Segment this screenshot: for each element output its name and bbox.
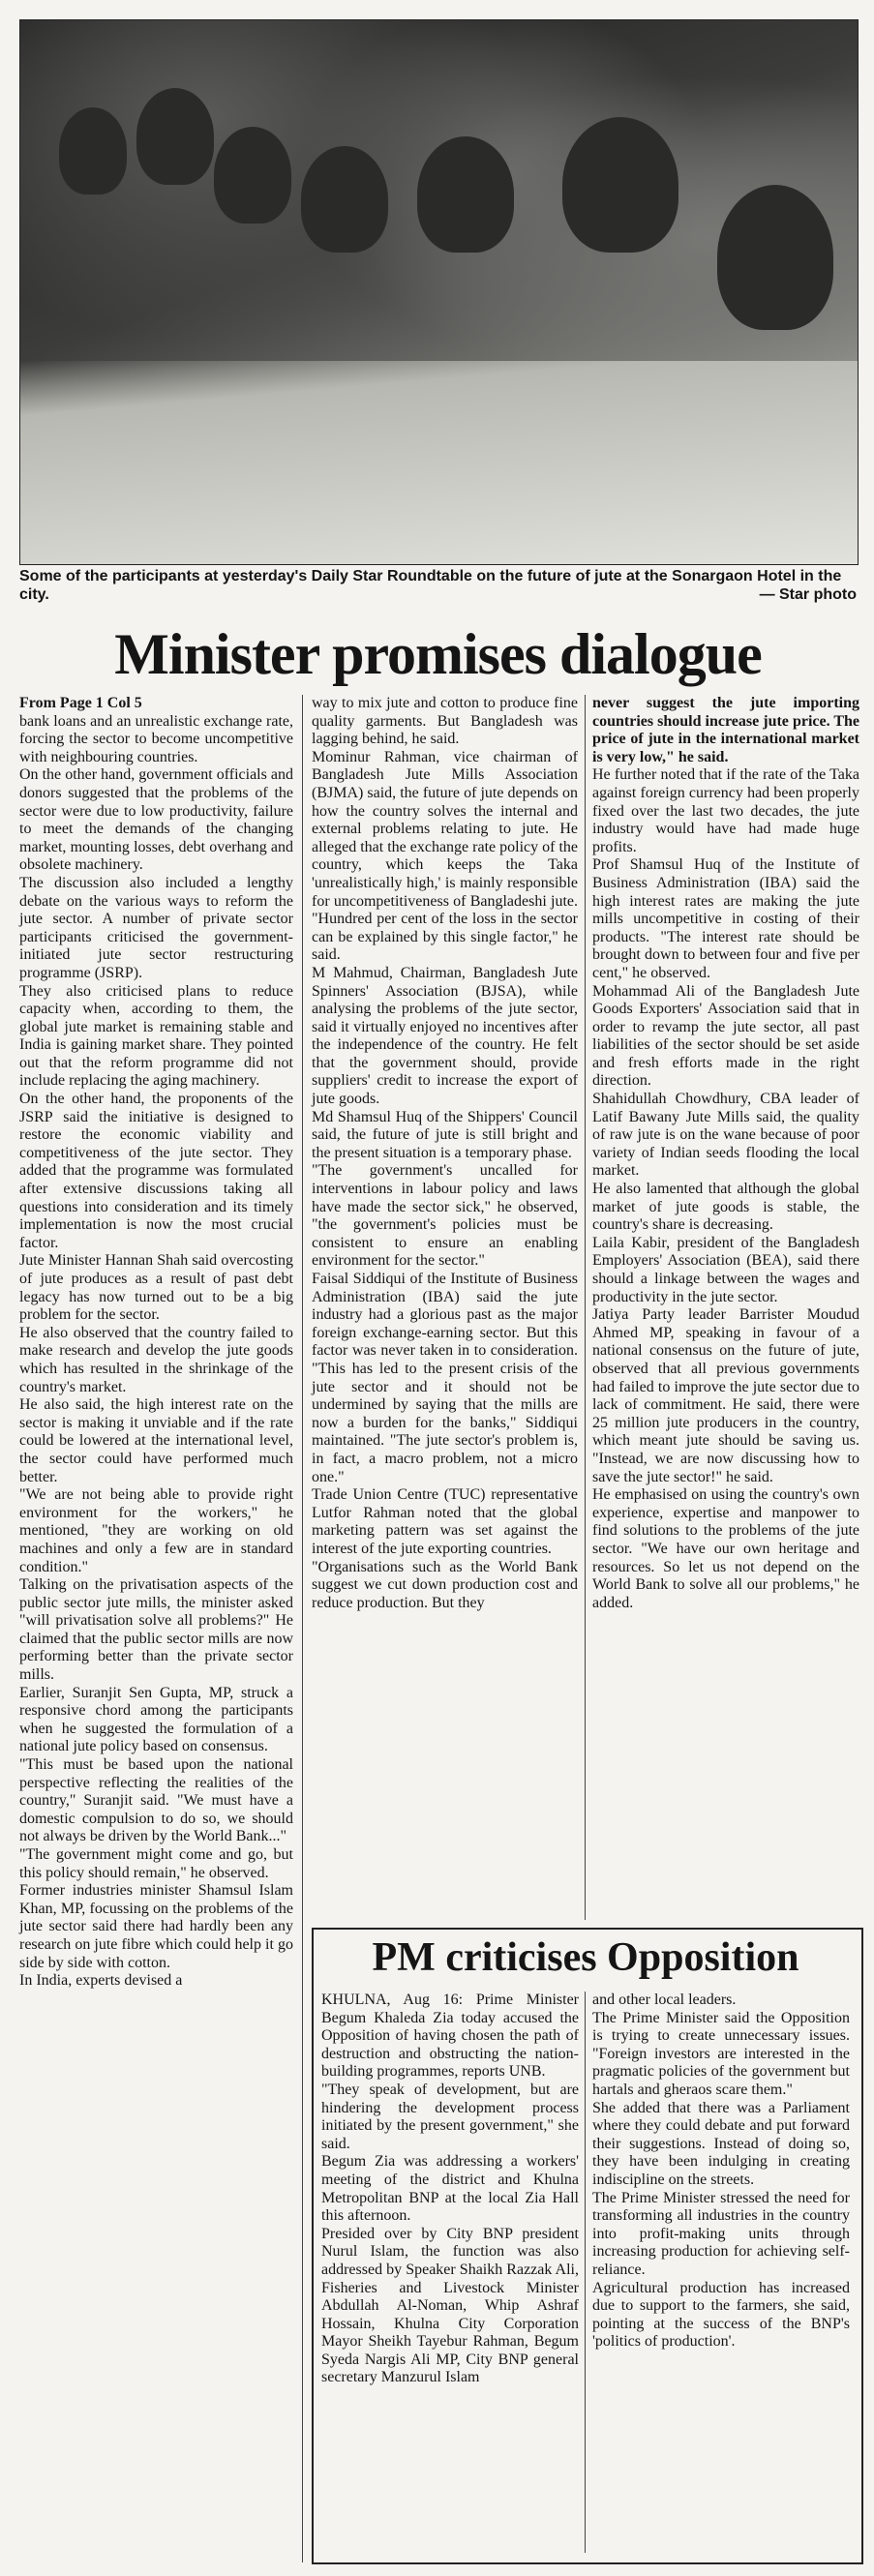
main-headline: Minister promises dialogue: [114, 622, 762, 686]
paragraph: Presided over by City BNP president Nurul Islam, the function was also addressed by Speaker Shaikh Razzak Ali, Fisheries and Livestock Minister Abdullah Al-Noman, Whip Ashraf Hossain, Khulna City Corporation Mayor Sheikh Tayebur Rahman, Begum Syeda Nargis Ali MP, City BNP general secretary Manzurul Islam: [321, 2225, 579, 2386]
jump-line: From Page 1 Col 5: [19, 695, 142, 711]
paragraph: He further noted that if the rate of the Taka against foreign currency had been properly fixed over the last two decades, the jute industry would have had made huge profits.: [592, 766, 859, 855]
paragraph: Jute Minister Hannan Shah said overcosting of jute produces as a result of past debt legacy has now turned out to be a big problem for the sector.: [19, 1252, 293, 1324]
paragraph: Shahidullah Chowdhury, CBA leader of Latif Bawany Jute Mills said, the quality of raw jute is on the wane because of poor variety of Indian seeds flooding the local market.: [592, 1091, 859, 1180]
story1-column-2: [312, 695, 578, 1612]
photo-caption: [19, 567, 857, 604]
column-divider: [302, 695, 303, 2562]
paragraph: bank loans and an unrealistic exchange rate, forcing the sector to become uncompetitive with neighbouring countries.: [19, 712, 293, 765]
paragraph: He also observed that the country failed to make research and develop the jute goods which has resulted in the shrinkage of the country's market.: [19, 1324, 293, 1395]
paragraph: and other local leaders.: [592, 1992, 737, 2008]
paragraph: He emphasised on using the country's own experience, expertise and manpower to find solutions to the problems of the jute sector. "We have our own heritage and resources. So let us not depend on the World Bank to solve all our problems," he added.: [592, 1486, 859, 1611]
paragraph: He also said, the high interest rate on the sector is making it unviable and if the rate could be lowered at the international level, the sector could have performed much better.: [19, 1396, 293, 1485]
story2-column-2: [592, 1992, 850, 2351]
paragraph: M Mahmud, Chairman, Bangladesh Jute Spinners' Association (BJSA), while analysing the problems of the jute sector, said it virtually enjoyed no incentives after the independence of the country. He felt that the government should, provide suppliers' credit to increase the export of jute goods.: [312, 964, 578, 1108]
column-divider: [585, 695, 586, 1920]
paragraph: Agricultural production has increased due to support to the farmers, she said, pointing at the success of the BNP's 'politics of production'.: [592, 2279, 850, 2351]
paragraph: Laila Kabir, president of the Bangladesh Employers' Association (BEA), said there should a linkage between the wages and productivity in the jute sector.: [592, 1234, 859, 1305]
paragraph: way to mix jute and cotton to produce fine quality garments. But Bangladesh was lagging behind, he said.: [312, 695, 578, 748]
caption-text: Some of the participants at yesterday's Daily Star Roundtable on the future of jute at the Sonargaon Hotel in the city.: [19, 568, 842, 603]
paragraph: He also lamented that although the global market of jute goods is stable, the country's share is decreasing.: [592, 1181, 859, 1234]
roundtable-photo: [19, 19, 859, 565]
paragraph: The discussion also included a lengthy debate on the various ways to reform the jute sector. A number of private sector participants criticised the government-initiated jute sector restructuring programme (JSRP).: [19, 874, 293, 981]
paragraph: KHULNA, Aug 16: Prime Minister Begum Khaleda Zia today accused the Opposition of having chosen the path of destruction and obstructing the nation-building programmes, reports UNB.: [321, 1992, 579, 2081]
paragraph: In India, experts devised a: [19, 1972, 183, 1990]
paragraph: Begum Zia was addressing a workers' meeting of the district and Khulna Metropolitan BNP at the local Zia Hall this afternoon.: [321, 2153, 579, 2225]
participant-figure: [136, 88, 214, 185]
photo-credit: — Star photo: [759, 586, 857, 603]
paragraph: Prof Shamsul Huq of the Institute of Business Administration (IBA) said the high interest rates are making the jute mills uncompetitive in costing of their products. "The interest rate should be brought down to between four and five per cent," he observed.: [592, 856, 859, 981]
paragraph: On the other hand, government officials and donors suggested that the problems of the sector were due to low productivity, failure to meet the demands of the changing market, mounting losses, debt overhang and obsolete machinery.: [19, 766, 293, 874]
paragraph: Talking on the privatisation aspects of the public sector jute mills, the minister asked "will privatisation solve all problems?" He claimed that the public sector mills are now performing better than the private sector mills.: [19, 1576, 293, 1684]
participant-figure: [214, 127, 291, 224]
paragraph: Jatiya Party leader Barrister Moudud Ahmed MP, speaking in favour of a national consensus on the future of jute, observed that all previous governments had failed to improve the jute sector due to lack of commitment. He said, there were 25 million jute producers in the country, which meant jute should be saving us. "Instead, we are now discussing how to save the jute sector!" he said.: [592, 1306, 859, 1485]
paragraph: Trade Union Centre (TUC) representative Lutfor Rahman noted that the global marketing pattern was set against the interest of the jute exporting countries.: [312, 1486, 578, 1557]
participant-figure: [717, 185, 833, 330]
paragraph: Earlier, Suranjit Sen Gupta, MP, struck a responsive chord among the participants when he suggested the formulation of a national jute policy based on consensus.: [19, 1684, 293, 1755]
paragraph: "We are not being able to provide right environment for the workers," he mentioned, "they are working on old machines and only a few are in standard condition.": [19, 1486, 293, 1575]
paragraph: "Organisations such as the World Bank suggest we cut down production cost and reduce production. But they: [312, 1558, 578, 1611]
paragraph: Mohammad Ali of the Bangladesh Jute Goods Exporters' Association said that in order to revamp the jute sector, all past liabilities of the sector should be set aside and fresh efforts made in the right direction.: [592, 982, 859, 1090]
paragraph: Mominur Rahman, vice chairman of Bangladesh Jute Mills Association (BJMA) said, the future of jute depends on how the country solves the internal and external problems relating to jute. He alleged that the exchange rate policy of the country, which keeps the Taka 'unrealistically high,' is mainly responsible for uncompetitiveness of Bangladeshi jute. "Hundred per cent of the loss in the sector can be explained by this single factor," he said.: [312, 748, 578, 964]
story2-column-1: [321, 1992, 579, 2387]
paragraph: Faisal Siddiqui of the Institute of Business Administration (IBA) said the jute industry had a glorious past as the major foreign exchange-earning sector. But this factor was never taken in to consideration. "This has led to the present crisis of the jute sector and it should not be undermined by saying that the mills are now a burden for the banks," Siddiqui maintained. "The jute sector's problem is, in fact, a macro problem, not a micro one.": [312, 1271, 578, 1485]
table-surface: [20, 361, 858, 564]
column-divider: [585, 1992, 586, 2553]
paragraph: The Prime Minister stressed the need for transforming all industries in the country into profit-making units through increasing production for achieving self-reliance.: [592, 2189, 850, 2278]
story1-column-1: [19, 695, 293, 1991]
paragraph: Md Shamsul Huq of the Shippers' Council said, the future of jute is still bright and the present situation is a temporary phase.: [312, 1108, 578, 1161]
paragraph: On the other hand, the proponents of the JSRP said the initiative is designed to restore the economic viability and competitiveness of the jute sector. They added that the programme was formulated after extensive discussions taking all questions into consideration and its timely implementation is now the most crucial factor.: [19, 1091, 293, 1251]
paragraph: She added that there was a Parliament where they could debate and put forward their suggestions. Instead of doing so, they have been indulging in creating indiscipline on the streets.: [592, 2099, 850, 2188]
paragraph: "The government's uncalled for interventions in labour policy and laws have made the sector sick," he observed, "the government's policies must be consistent to ensure an enabling environment for the sector.": [312, 1162, 578, 1270]
paragraph: "This must be based upon the national perspective reflecting the realities of the country," Suranjit said. "We must have a domestic compulsion to do so, we should not always be driven by the World Bank...": [19, 1756, 293, 1845]
participant-figure: [301, 146, 388, 253]
paragraph: Former industries minister Shamsul Islam Khan, MP, focussing on the problems of the jute sector said there had hardly been any research on jute fibre which could help it go side by side with cotton.: [19, 1882, 293, 1971]
paragraph: The Prime Minister said the Opposition is trying to create unnecessary issues. "Foreign investors are interested in the pragmatic policies of the government but hartals and gheraos scare them.": [592, 2009, 850, 2098]
participant-figure: [562, 117, 678, 253]
paragraph: "They speak of development, but are hindering the development process initiated by the present government," she said.: [321, 2081, 579, 2152]
paragraph: "The government might come and go, but this policy should remain," he observed.: [19, 1846, 293, 1881]
participant-figure: [417, 136, 514, 253]
paragraph: They also criticised plans to reduce capacity when, according to them, the global jute market is remaining stable and India is gaining market share. They pointed out that the reform programme did not include replacing the aging machinery.: [19, 982, 293, 1090]
participant-figure: [59, 107, 127, 195]
pm-story-headline: PM criticises Opposition: [372, 1935, 799, 1980]
story1-column-3: [592, 695, 859, 1612]
paragraph: never suggest the jute importing countries should increase jute price. The price of jute in the international market is very low," he said.: [592, 695, 859, 765]
